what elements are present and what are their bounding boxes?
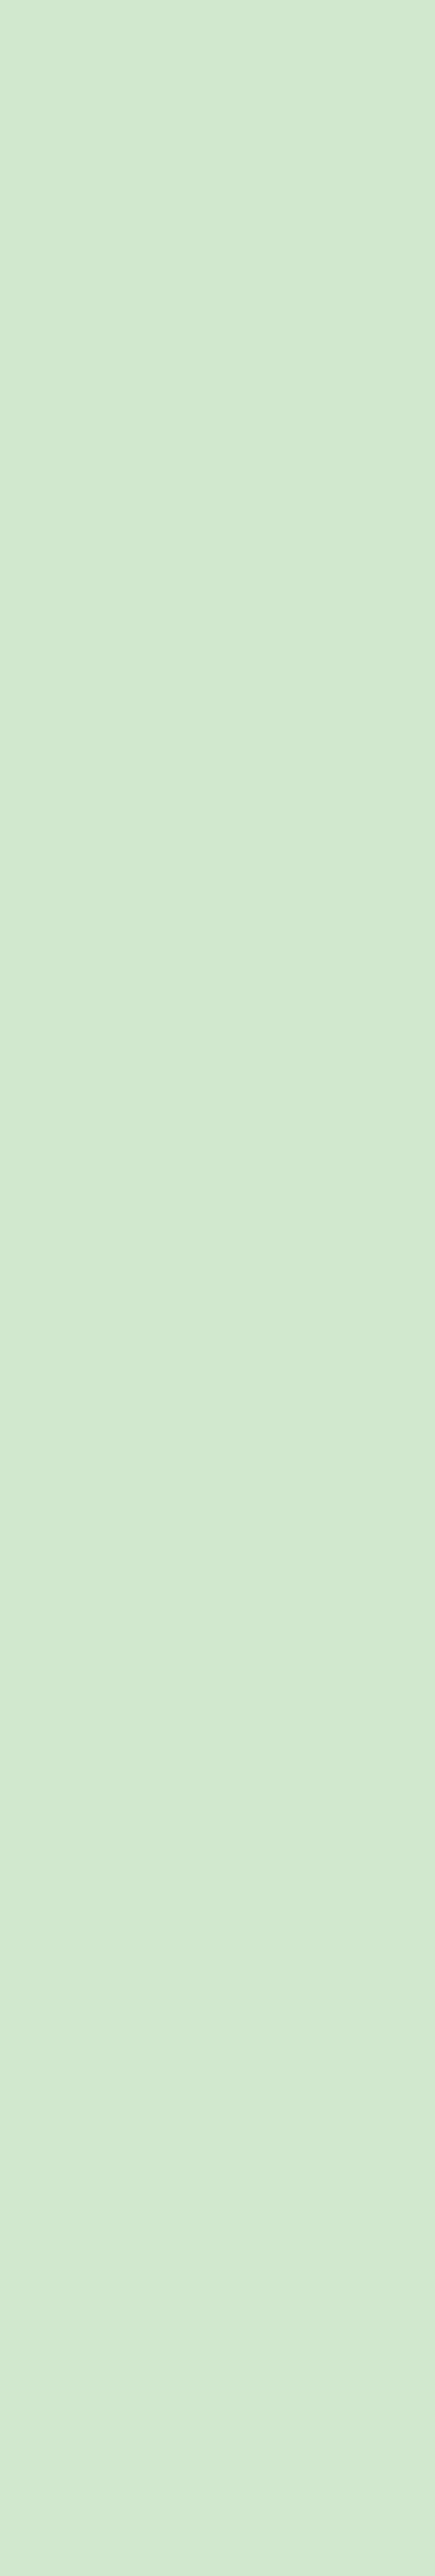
document-title — [3, 4, 432, 20]
